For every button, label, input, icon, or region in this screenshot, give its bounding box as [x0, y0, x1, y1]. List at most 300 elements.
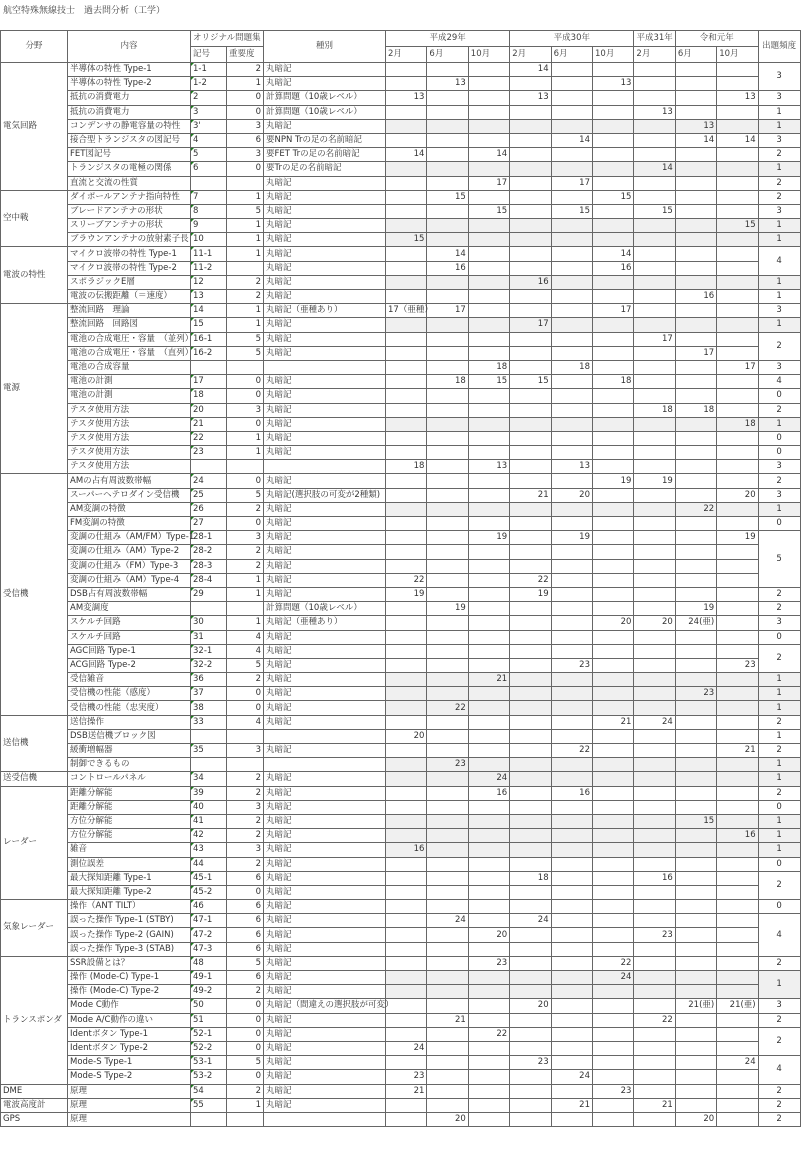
table-body [1, 63, 801, 1127]
code-cell: 47-2 [191, 928, 227, 942]
importance-cell: 6 [227, 928, 264, 942]
type-cell: 丸暗記 [264, 573, 386, 587]
code-cell: 46 [191, 900, 227, 914]
content-cell: FET図記号 [68, 148, 191, 162]
exam-question-cell [717, 77, 758, 91]
exam-question-cell [551, 758, 592, 772]
content-cell: 距離分解能 [68, 800, 191, 814]
exam-question-cell [468, 758, 509, 772]
code-cell: 16-1 [191, 332, 227, 346]
exam-question-cell [675, 914, 716, 928]
type-cell: 丸暗記 [264, 942, 386, 956]
content-cell: AM変調の特徴 [68, 502, 191, 516]
exam-question-cell [675, 360, 716, 374]
exam-question-cell: 14 [551, 133, 592, 147]
table-row [1, 105, 801, 119]
exam-question-cell [675, 332, 716, 346]
exam-question-cell [717, 375, 758, 389]
type-cell: 丸暗記 [264, 531, 386, 545]
importance-cell: 0 [227, 162, 264, 176]
code-cell: 2 [191, 91, 227, 105]
exam-question-cell [675, 417, 716, 431]
exam-question-cell [427, 971, 468, 985]
exam-question-cell [717, 1098, 758, 1112]
exam-question-cell: 22 [675, 502, 716, 516]
exam-question-cell [593, 772, 634, 786]
type-cell [264, 758, 386, 772]
table-row [1, 587, 801, 601]
frequency-cell: 2 [758, 1098, 800, 1112]
table-row [1, 928, 801, 942]
exam-question-cell [551, 701, 592, 715]
exam-question-cell [593, 658, 634, 672]
importance-cell: 2 [227, 290, 264, 304]
exam-question-cell [634, 247, 675, 261]
table-row [1, 162, 801, 176]
type-cell: 丸暗記 [264, 502, 386, 516]
frequency-cell: 1 [758, 701, 800, 715]
frequency-cell: 3 [758, 999, 800, 1013]
type-cell: 丸暗記 [264, 318, 386, 332]
exam-question-cell [386, 687, 427, 701]
table-row [1, 517, 801, 531]
table-row [1, 658, 801, 672]
importance-cell: 0 [227, 1070, 264, 1084]
type-cell: 丸暗記（亜種あり） [264, 616, 386, 630]
exam-question-cell: 20 [675, 1112, 716, 1126]
exam-question-cell [593, 928, 634, 942]
exam-question-cell: 24(亜) [675, 616, 716, 630]
exam-question-cell: 16 [386, 843, 427, 857]
exam-question-cell [593, 403, 634, 417]
exam-question-cell [427, 772, 468, 786]
exam-question-cell [468, 701, 509, 715]
exam-question-cell [510, 105, 551, 119]
frequency-cell: 5 [758, 531, 800, 588]
exam-question-cell [386, 219, 427, 233]
exam-question-cell [468, 1013, 509, 1027]
code-cell: 11-1 [191, 247, 227, 261]
exam-question-cell: 15 [717, 219, 758, 233]
exam-question-cell [634, 687, 675, 701]
exam-question-cell [675, 488, 716, 502]
exam-question-cell [427, 630, 468, 644]
content-cell: 直流と交流の性質 [68, 176, 191, 190]
importance-cell: 1 [227, 431, 264, 445]
importance-cell: 0 [227, 474, 264, 488]
exam-question-cell: 21 [717, 744, 758, 758]
exam-question-cell [717, 290, 758, 304]
exam-question-cell [510, 744, 551, 758]
exam-question-cell [427, 105, 468, 119]
code-cell: 28-4 [191, 573, 227, 587]
exam-question-cell [468, 999, 509, 1013]
code-cell [191, 729, 227, 743]
importance-cell: 6 [227, 914, 264, 928]
type-cell: 要Trの足の名前暗記 [264, 162, 386, 176]
exam-question-cell [593, 446, 634, 460]
exam-question-cell [634, 531, 675, 545]
exam-question-cell [386, 814, 427, 828]
exam-question-cell: 18 [675, 403, 716, 417]
exam-question-cell [675, 800, 716, 814]
type-cell: 丸暗記 [264, 1027, 386, 1041]
frequency-cell: 4 [758, 375, 800, 389]
exam-question-cell [510, 446, 551, 460]
exam-question-cell [468, 658, 509, 672]
importance-cell: 5 [227, 346, 264, 360]
exam-question-cell [427, 658, 468, 672]
exam-question-cell [634, 91, 675, 105]
exam-question-cell: 19 [468, 531, 509, 545]
exam-question-cell [675, 318, 716, 332]
exam-question-cell [468, 261, 509, 275]
exam-question-cell [717, 843, 758, 857]
exam-question-cell: 16 [551, 786, 592, 800]
importance-cell: 6 [227, 133, 264, 147]
category-cell: 受信機 [1, 474, 68, 715]
table-row [1, 786, 801, 800]
exam-question-cell [468, 105, 509, 119]
exam-question-cell [593, 389, 634, 403]
content-cell: スーパーヘテロダイン受信機 [68, 488, 191, 502]
code-cell: 28-3 [191, 559, 227, 573]
code-cell: 9 [191, 219, 227, 233]
exam-question-cell [510, 474, 551, 488]
exam-question-cell [675, 673, 716, 687]
exam-question-cell: 17 [510, 318, 551, 332]
exam-question-cell: 13 [593, 77, 634, 91]
exam-question-cell [510, 290, 551, 304]
exam-question-cell [593, 1027, 634, 1041]
exam-question-cell [510, 304, 551, 318]
type-cell: 丸暗記 [264, 1041, 386, 1055]
table-row [1, 1084, 801, 1098]
exam-question-cell: 21 [427, 1013, 468, 1027]
category-cell: DME [1, 1084, 68, 1098]
content-cell: AM変調度 [68, 602, 191, 616]
exam-question-cell: 13 [427, 77, 468, 91]
content-cell: 半導体の特性 Type-1 [68, 63, 191, 77]
exam-question-cell [634, 701, 675, 715]
exam-question-cell [468, 644, 509, 658]
code-cell: 47-3 [191, 942, 227, 956]
exam-question-cell [675, 786, 716, 800]
table-row [1, 829, 801, 843]
exam-question-cell [717, 105, 758, 119]
exam-question-cell [386, 162, 427, 176]
code-cell [191, 360, 227, 374]
code-cell: 39 [191, 786, 227, 800]
exam-question-cell [468, 715, 509, 729]
exam-question-cell: 17 [717, 360, 758, 374]
exam-question-cell [551, 772, 592, 786]
exam-question-cell [634, 304, 675, 318]
exam-question-cell [468, 602, 509, 616]
exam-question-cell [717, 885, 758, 899]
exam-question-cell [427, 559, 468, 573]
exam-question-cell [551, 956, 592, 970]
frequency-cell: 1 [758, 758, 800, 772]
exam-question-cell [675, 474, 716, 488]
exam-question-cell [386, 630, 427, 644]
code-cell: 16-2 [191, 346, 227, 360]
table-row [1, 133, 801, 147]
exam-question-cell [551, 928, 592, 942]
exam-question-cell [717, 446, 758, 460]
exam-question-cell: 15 [510, 375, 551, 389]
exam-question-cell [634, 673, 675, 687]
exam-question-cell [675, 630, 716, 644]
exam-question-cell: 15 [427, 190, 468, 204]
type-cell: 丸暗記 [264, 744, 386, 758]
type-cell: 丸暗記 [264, 644, 386, 658]
exam-question-cell [386, 673, 427, 687]
importance-cell: 5 [227, 658, 264, 672]
exam-question-cell [551, 332, 592, 346]
exam-question-cell: 20 [386, 729, 427, 743]
type-cell: 計算問題（10歳レベル） [264, 602, 386, 616]
exam-question-cell [427, 687, 468, 701]
exam-question-cell [675, 843, 716, 857]
exam-question-cell [675, 573, 716, 587]
exam-question-cell [551, 644, 592, 658]
exam-question-cell: 13 [717, 91, 758, 105]
code-cell: 26 [191, 502, 227, 516]
exam-question-cell: 22 [510, 573, 551, 587]
exam-question-cell [468, 488, 509, 502]
exam-question-cell [717, 204, 758, 218]
importance-cell [227, 758, 264, 772]
exam-question-cell [386, 133, 427, 147]
exam-question-cell [468, 857, 509, 871]
exam-question-cell [551, 190, 592, 204]
code-cell: 32-2 [191, 658, 227, 672]
exam-question-cell [717, 644, 758, 658]
exam-question-cell [468, 318, 509, 332]
exam-question-cell: 17 [634, 332, 675, 346]
importance-cell: 0 [227, 375, 264, 389]
exam-question-cell [634, 148, 675, 162]
code-cell: 3' [191, 119, 227, 133]
frequency-cell: 3 [758, 460, 800, 474]
exam-question-cell: 24 [717, 1056, 758, 1070]
exam-question-cell [510, 190, 551, 204]
exam-question-cell [593, 1098, 634, 1112]
exam-question-cell [551, 474, 592, 488]
importance-cell: 0 [227, 417, 264, 431]
exam-question-cell [510, 545, 551, 559]
frequency-cell: 3 [758, 304, 800, 318]
content-cell: Mode A/C動作の違い [68, 1013, 191, 1027]
type-cell: 丸暗記 [264, 247, 386, 261]
exam-question-cell [551, 446, 592, 460]
exam-question-cell [634, 77, 675, 91]
exam-question-cell [510, 176, 551, 190]
exam-question-cell [717, 559, 758, 573]
exam-question-cell [427, 857, 468, 871]
type-cell: 丸暗記 [264, 190, 386, 204]
exam-question-cell [634, 517, 675, 531]
exam-question-cell [675, 77, 716, 91]
exam-question-cell [468, 1098, 509, 1112]
exam-question-cell [593, 573, 634, 587]
table-row [1, 63, 801, 77]
exam-question-cell [510, 403, 551, 417]
exam-question-cell [468, 474, 509, 488]
importance-cell: 4 [227, 715, 264, 729]
header-content: 内容 [68, 31, 191, 63]
exam-question-cell [593, 275, 634, 289]
exam-question-cell [634, 786, 675, 800]
code-cell: 33 [191, 715, 227, 729]
frequency-cell: 3 [758, 133, 800, 147]
code-cell: 22 [191, 431, 227, 445]
exam-question-cell: 21(亜) [675, 999, 716, 1013]
code-cell: 48 [191, 956, 227, 970]
exam-question-cell [551, 1112, 592, 1126]
exam-question-cell [386, 800, 427, 814]
exam-question-cell [634, 857, 675, 871]
code-cell: 53-1 [191, 1056, 227, 1070]
table-row [1, 346, 801, 360]
exam-question-cell [510, 1070, 551, 1084]
type-cell [264, 460, 386, 474]
exam-question-cell [427, 290, 468, 304]
importance-cell: 1 [227, 573, 264, 587]
exam-question-cell [427, 204, 468, 218]
exam-question-cell [675, 460, 716, 474]
exam-question-cell: 21 [510, 488, 551, 502]
exam-question-cell [717, 1013, 758, 1027]
exam-question-cell [468, 1041, 509, 1055]
exam-question-cell [593, 701, 634, 715]
importance-cell: 0 [227, 1027, 264, 1041]
exam-question-cell [717, 119, 758, 133]
header-frequency: 出題頻度 [758, 31, 800, 63]
type-cell: 丸暗記 [264, 1056, 386, 1070]
type-cell: 丸暗記 [264, 885, 386, 899]
frequency-cell: 1 [758, 417, 800, 431]
code-cell: 13 [191, 290, 227, 304]
table-row [1, 800, 801, 814]
content-cell: テスタ使用方法 [68, 403, 191, 417]
table-row [1, 204, 801, 218]
importance-cell [227, 729, 264, 743]
exam-question-cell [386, 885, 427, 899]
exam-question-cell [468, 559, 509, 573]
exam-question-cell [634, 346, 675, 360]
exam-question-cell [386, 1112, 427, 1126]
exam-question-cell [510, 928, 551, 942]
exam-question-cell [717, 928, 758, 942]
type-cell: 丸暗記 [264, 1098, 386, 1112]
type-cell: 丸暗記 [264, 673, 386, 687]
exam-question-cell [634, 999, 675, 1013]
importance-cell: 0 [227, 91, 264, 105]
type-cell: 丸暗記 [264, 1084, 386, 1098]
exam-question-cell: 16 [510, 275, 551, 289]
exam-question-cell [468, 219, 509, 233]
importance-cell: 1 [227, 77, 264, 91]
exam-question-cell [468, 431, 509, 445]
table-row [1, 871, 801, 885]
frequency-cell: 3 [758, 204, 800, 218]
frequency-cell: 0 [758, 800, 800, 814]
code-cell: 53-2 [191, 1070, 227, 1084]
content-cell: Mode C動作 [68, 999, 191, 1013]
frequency-cell: 2 [758, 1027, 800, 1055]
exam-question-cell [510, 814, 551, 828]
exam-question-cell [593, 1056, 634, 1070]
exam-question-cell [675, 545, 716, 559]
exam-question-cell: 14 [510, 63, 551, 77]
importance-cell: 3 [227, 403, 264, 417]
table-row [1, 431, 801, 445]
type-cell: 丸暗記 [264, 587, 386, 601]
header-original: オリジナル問題集 [191, 31, 264, 47]
exam-question-cell [593, 531, 634, 545]
exam-question-cell [593, 729, 634, 743]
exam-question-cell [510, 148, 551, 162]
exam-question-cell [717, 602, 758, 616]
content-cell: 制御できるもの [68, 758, 191, 772]
exam-question-cell [551, 559, 592, 573]
table-row [1, 275, 801, 289]
exam-question-cell [675, 900, 716, 914]
frequency-cell: 2 [758, 602, 800, 616]
exam-question-cell: 13 [510, 91, 551, 105]
code-cell: 28-1 [191, 531, 227, 545]
exam-question-cell [468, 829, 509, 843]
exam-question-cell [386, 985, 427, 999]
category-cell: 送受信機 [1, 772, 68, 786]
table-row [1, 956, 801, 970]
exam-question-cell [634, 829, 675, 843]
exam-question-cell: 22 [468, 1027, 509, 1041]
exam-question-cell [717, 758, 758, 772]
frequency-cell: 2 [758, 587, 800, 601]
table-row [1, 219, 801, 233]
exam-question-cell [427, 829, 468, 843]
type-cell: 丸暗記 [264, 275, 386, 289]
header-month: 6月 [675, 47, 716, 63]
exam-question-cell [386, 956, 427, 970]
exam-question-cell [717, 474, 758, 488]
header-month: 10月 [468, 47, 509, 63]
exam-question-cell [593, 318, 634, 332]
importance-cell [227, 460, 264, 474]
exam-question-cell [386, 502, 427, 516]
exam-question-cell [551, 800, 592, 814]
table-row [1, 375, 801, 389]
category-cell: トランスポンダ [1, 956, 68, 1084]
frequency-cell: 1 [758, 219, 800, 233]
exam-question-cell: 14 [427, 247, 468, 261]
exam-question-cell [427, 403, 468, 417]
exam-question-cell [510, 1084, 551, 1098]
exam-question-cell [634, 417, 675, 431]
type-cell: 丸暗記 [264, 290, 386, 304]
exam-question-cell [593, 460, 634, 474]
exam-question-cell [675, 772, 716, 786]
exam-question-cell [675, 375, 716, 389]
code-cell: 1-1 [191, 63, 227, 77]
exam-question-cell: 21 [593, 715, 634, 729]
table-row [1, 474, 801, 488]
table-row [1, 119, 801, 133]
exam-question-cell [593, 857, 634, 871]
